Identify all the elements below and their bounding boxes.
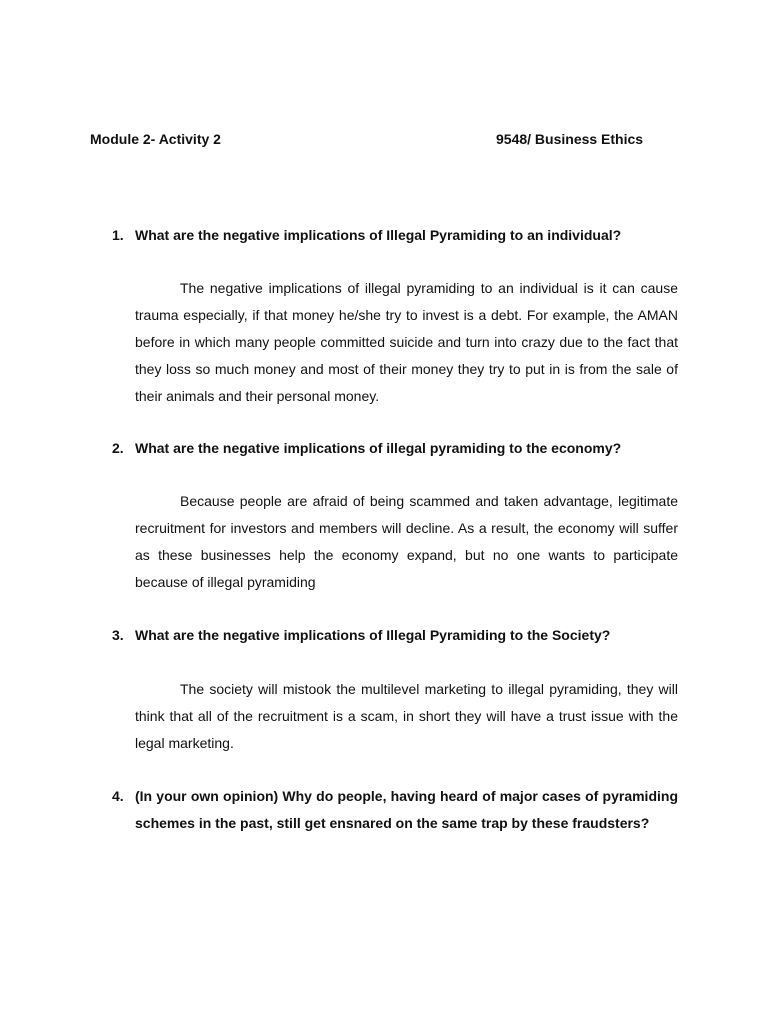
answer-1: The negative implications of illegal pyramiding to an individual is it can cause trauma especially, if that money he/she try to invest is a debt. For example, the AMAN before in which many people committed suicide and turn into crazy due to the fact that they loss so much money and most of their money they try to put in is from the sale of their animals and their personal money.	[135, 280, 678, 404]
question-3	[112, 622, 678, 649]
module-title: Module 2- Activity 2	[90, 131, 221, 147]
answer-2: Because people are afraid of being scammed and taken advantage, legitimate recruitment for investors and members will decline. As a result, the economy will suffer as these businesses help the economy expand, but no one wants to participate because of illegal pyramiding	[135, 493, 678, 590]
question-text: (In your own opinion) Why do people, having heard of major cases of pyramiding schemes in the past, still get ensnared on the same trap by these fraudsters?	[135, 788, 678, 831]
question-text: What are the negative implications of illegal pyramiding to the economy?	[135, 440, 622, 456]
document-header	[90, 131, 670, 151]
question-number: 4.	[112, 788, 124, 804]
question-text: What are the negative implications of Illegal Pyramiding to an individual?	[135, 227, 622, 243]
question-2	[112, 435, 678, 462]
question-number: 2.	[112, 440, 124, 456]
course-title: 9548/ Business Ethics	[496, 131, 644, 147]
question-number: 1.	[112, 227, 124, 243]
question-1	[112, 222, 678, 249]
answer-3: The society will mistook the multilevel marketing to illegal pyramiding, they will think that all of the recruitment is a scam, in short they will have a trust issue with the legal marketing.	[135, 681, 678, 751]
question-text: What are the negative implications of Illegal Pyramiding to the Society?	[135, 627, 611, 643]
question-number: 3.	[112, 627, 124, 643]
question-4	[112, 783, 678, 837]
